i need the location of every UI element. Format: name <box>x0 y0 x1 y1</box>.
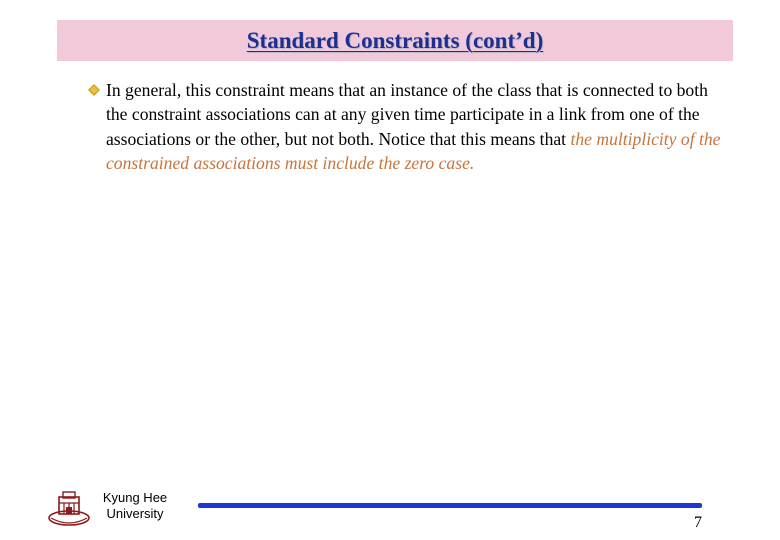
footer-divider <box>198 503 702 508</box>
university-name-line2: University <box>106 506 164 521</box>
university-name <box>93 490 177 522</box>
university-logo-icon <box>47 488 91 528</box>
title-bar <box>57 20 733 61</box>
slide-title: Standard Constraints (cont’d) <box>246 27 544 53</box>
page-number: 7 <box>694 514 702 531</box>
bullet-emphasis-text: the multiplicity of the constrained associations must include the zero case. <box>106 128 721 173</box>
bullet-plain-text: In general, this constraint means that an instance of the class that is connected to both the constraint associations can at any given time participate in a link from one of the associations or the other, but not both. Notice that this means that <box>106 80 708 149</box>
diamond-bullet-icon <box>88 84 100 96</box>
bullet-text <box>106 78 728 175</box>
bullet-item <box>88 78 728 175</box>
university-name-line1: Kyung Hee <box>102 490 168 505</box>
